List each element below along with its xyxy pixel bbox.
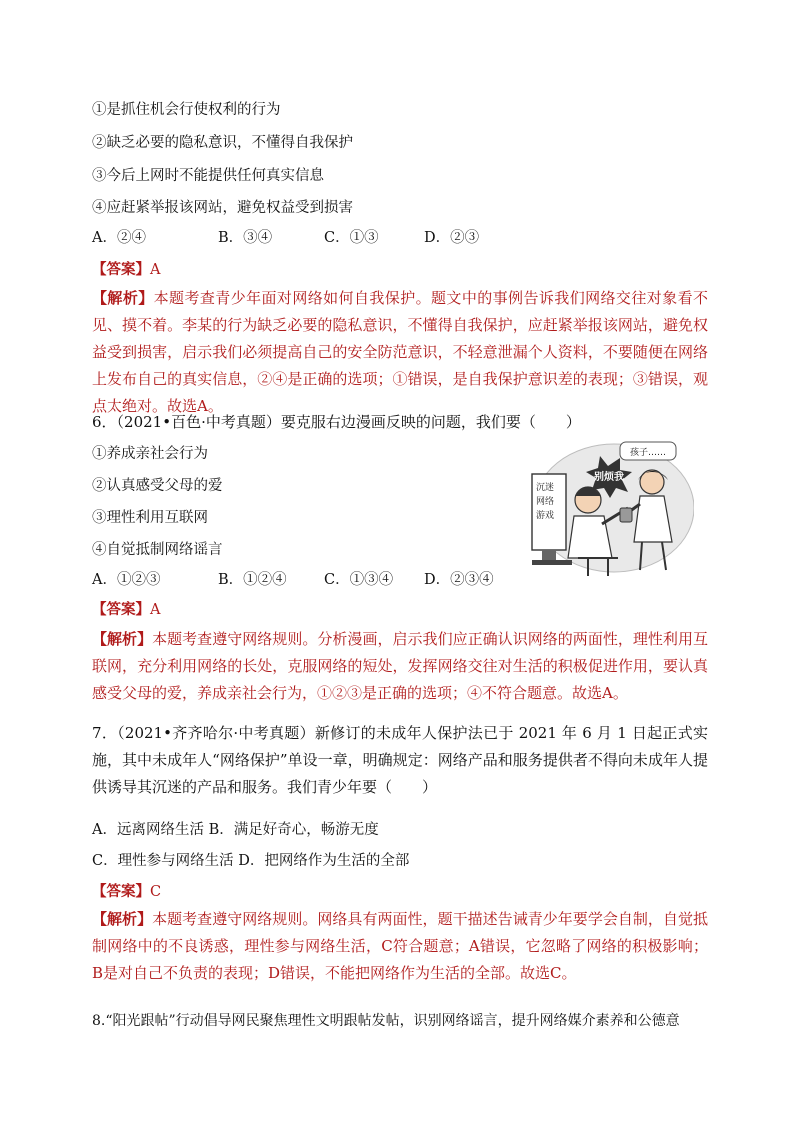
q7-stem: 7．（2021•齐齐哈尔·中考真题）新修订的未成年人保护法已于 2021 年 6 月 1 日起正式实施，其中未成年人“网络保护”单设一章，明确规定：网络产品和服务提供者不得向未成年人提供诱导其沉迷的产品和服务。我们青少年要（ ） xyxy=(92,724,708,796)
q5-option-b: B．③④ xyxy=(218,230,273,246)
analysis-text: 本题考查遵守网络规则。网络具有两面性，题干描述告诫青少年要学会自制，自觉抵制网络中的不良诱惑，理性参与网络生活，C符合题意；A错误，它忽略了网络的积极影响；B是对自己不负责的表现；D错误，不能把网络作为生活的全部。故选C。 xyxy=(92,910,708,982)
q6-item-2: ②认真感受父母的爱 xyxy=(92,478,223,494)
q5-item-2: ②缺乏必要的隐私意识，不懂得自我保护 xyxy=(92,135,353,151)
q5-item-3: ③今后上网时不能提供任何真实信息 xyxy=(92,168,324,184)
q5-option-c: C．①③ xyxy=(324,230,379,246)
q5-item-1: ①是抓住机会行使权利的行为 xyxy=(92,102,281,118)
q7-analysis xyxy=(92,906,708,987)
q5-options xyxy=(92,228,479,248)
q6-analysis xyxy=(92,626,708,707)
analysis-tag: 【解析】 xyxy=(92,910,153,928)
q6-option-b: B．①②④ xyxy=(218,572,287,588)
q5-option-d: D．②③ xyxy=(424,230,480,246)
answer-value: C xyxy=(150,884,162,900)
q6-item-4: ④自觉抵制网络谣言 xyxy=(92,542,223,558)
answer-tag: 【答案】 xyxy=(92,261,150,278)
q5-analysis xyxy=(92,285,708,420)
screen-text: 沉迷网络游戏 xyxy=(536,483,555,521)
answer-tag: 【答案】 xyxy=(92,883,150,900)
answer-tag: 【答案】 xyxy=(92,601,150,618)
analysis-text: 本题考查青少年面对网络如何自我保护。题文中的事例告诉我们网络交往对象看不见、摸不着。李某的行为缺乏必要的隐私意识，不懂得自我保护，应赶紧举报该网站，避免权益受到损害，启示我们必须提高自己的安全防范意识，不轻意泄漏个人资料，不要随便在网络上发布自己的真实信息，②④是正确的选项；①错误，是自我保护意识差的表现；③错误，观点太绝对。故选A。 xyxy=(92,289,708,415)
analysis-tag: 【解析】 xyxy=(92,630,153,648)
speech-child-text: 孩子…… xyxy=(629,448,667,458)
analysis-tag: 【解析】 xyxy=(92,289,154,307)
q6-item-3: ③理性利用互联网 xyxy=(92,510,208,526)
answer-value: A xyxy=(150,262,161,278)
q6-option-d: D．②③④ xyxy=(424,572,494,588)
q8-stem: 8.“阳光跟帖”行动倡导网民聚焦理性文明跟帖发帖，识别网络谣言，提升网络媒介素养和公德意 xyxy=(92,1013,680,1029)
q5-item-4: ④应赶紧举报该网站，避免权益受到损害 xyxy=(92,200,353,216)
q6-answer xyxy=(92,600,160,620)
answer-value: A xyxy=(150,602,161,618)
q6-option-a: A．①②③ xyxy=(92,572,161,588)
analysis-text: 本题考查遵守网络规则。分析漫画，启示我们应正确认识网络的两面性，理性利用互联网，充分利用网络的长处，克服网络的短处，发挥网络交往对生活的积极促进作用，要认真感受父母的爱，养成亲社会行为，①②③是正确的选项；④不符合题意。故选A。 xyxy=(92,630,708,702)
q6-option-c: C．①③④ xyxy=(324,572,394,588)
q7-answer xyxy=(92,882,161,902)
cartoon-illustration xyxy=(528,438,694,580)
q5-option-a: A．②④ xyxy=(92,230,146,246)
q7-options-line-1: A．远离网络生活 B．满足好奇心，畅游无度 xyxy=(92,822,379,838)
q6-stem: 6．（2021•百色·中考真题）要克服右边漫画反映的问题，我们要（ ） xyxy=(92,413,581,431)
speech-boy-text: 别烦我 xyxy=(594,472,624,483)
q6-item-1: ①养成亲社会行为 xyxy=(92,446,208,462)
q6-options xyxy=(92,570,494,590)
q7-options-line-2: C．理性参与网络生活 D．把网络作为生活的全部 xyxy=(92,853,410,869)
q5-answer xyxy=(92,260,160,280)
